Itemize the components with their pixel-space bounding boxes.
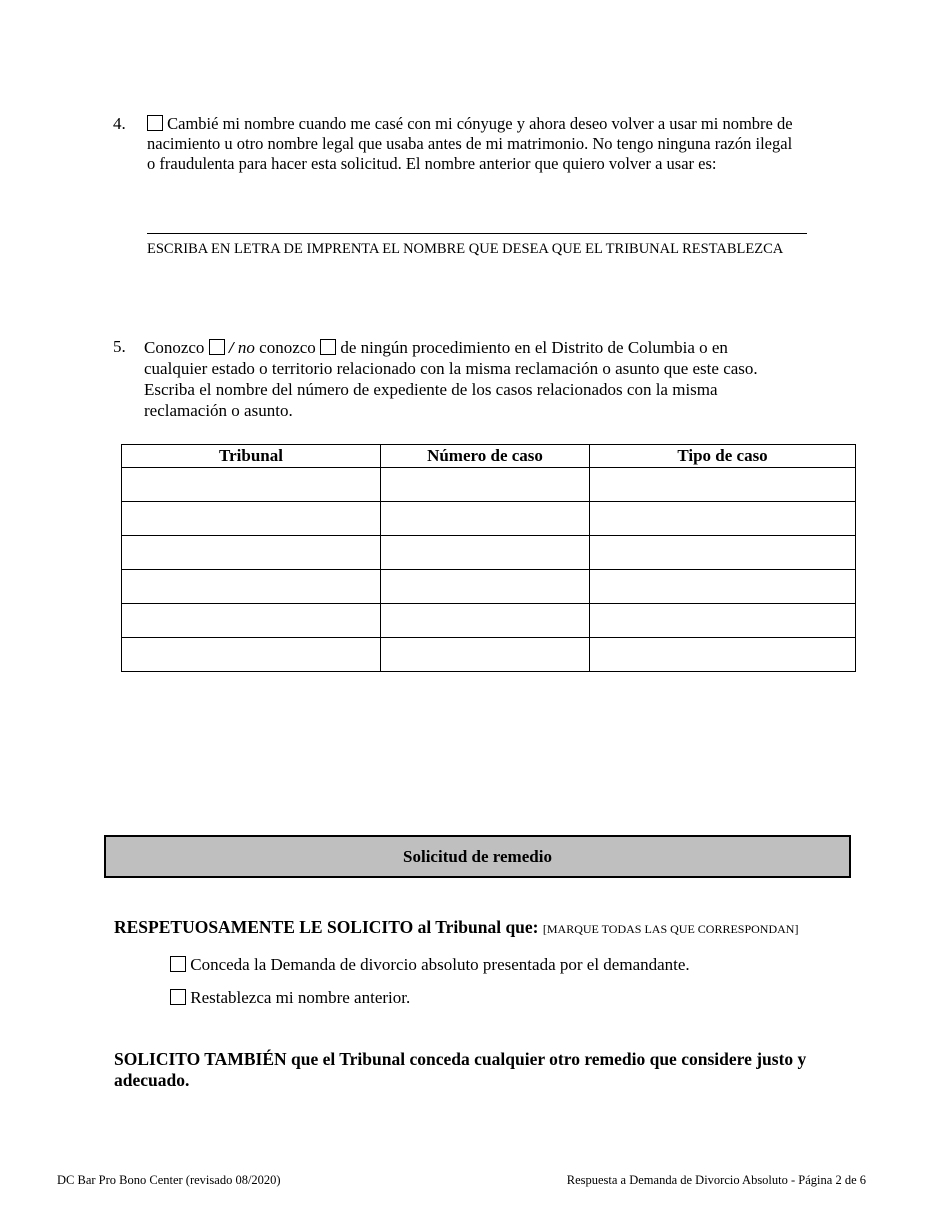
table-row	[122, 604, 856, 638]
former-name-caption: ESCRIBA EN LETRA DE IMPRENTA EL NOMBRE QUE DESEA QUE EL TRIBUNAL RESTABLEZCA	[147, 241, 784, 257]
case-number-cell[interactable]	[381, 468, 590, 502]
former-name-field[interactable]	[147, 233, 807, 234]
header-case-number: Número de caso	[381, 445, 590, 468]
item-5-statement	[144, 337, 784, 421]
case-type-cell[interactable]	[590, 604, 856, 638]
restore-name-checkbox[interactable]	[147, 115, 163, 131]
request-note: [MARQUE TODAS LAS QUE CORRESPONDAN]	[542, 922, 799, 936]
table-row	[122, 536, 856, 570]
no-label: no	[237, 338, 255, 357]
grant-divorce-label: Conceda la Demanda de divorcio absoluto presentada por el demandante.	[190, 955, 690, 974]
case-type-cell[interactable]	[590, 570, 856, 604]
case-type-cell[interactable]	[590, 468, 856, 502]
know-label: Conozco	[144, 338, 205, 357]
header-case-type: Tipo de caso	[590, 445, 856, 468]
court-cell[interactable]	[122, 570, 381, 604]
table-row	[122, 468, 856, 502]
court-cell[interactable]	[122, 536, 381, 570]
case-number-cell[interactable]	[381, 570, 590, 604]
case-number-cell[interactable]	[381, 502, 590, 536]
case-number-cell[interactable]	[381, 638, 590, 672]
restore-former-name-label: Restablezca mi nombre anterior.	[190, 988, 411, 1007]
remedy-title: Solicitud de remedio	[403, 846, 552, 866]
option-grant-divorce	[170, 955, 690, 975]
table-row	[122, 502, 856, 536]
also-request-statement: SOLICITO TAMBIÉN que el Tribunal conceda cualquier otro remedio que considere justo y adecuado.	[114, 1049, 807, 1090]
court-cell[interactable]	[122, 604, 381, 638]
option-restore-name	[170, 988, 410, 1008]
table-header-row	[122, 445, 856, 468]
table-row	[122, 638, 856, 672]
court-cell[interactable]	[122, 638, 381, 672]
court-cell[interactable]	[122, 468, 381, 502]
restore-former-name-checkbox[interactable]	[170, 989, 186, 1005]
case-number-cell[interactable]	[381, 536, 590, 570]
related-cases-table	[121, 444, 856, 672]
dont-know-checkbox[interactable]	[320, 339, 336, 355]
know2-label: conozco	[259, 338, 316, 357]
header-court: Tribunal	[122, 445, 381, 468]
case-type-cell[interactable]	[590, 638, 856, 672]
item-5-text: de ningún procedimiento en el Distrito de Columbia o en cualquier estado o territorio relacionado con la misma reclamación o asunto que este caso. Escriba el nombre del número de expediente de los casos relacionados con la misma reclamación o asunto.	[144, 338, 758, 420]
case-type-cell[interactable]	[590, 536, 856, 570]
case-number-cell[interactable]	[381, 604, 590, 638]
grant-divorce-checkbox[interactable]	[170, 956, 186, 972]
know-checkbox[interactable]	[209, 339, 225, 355]
court-cell[interactable]	[122, 502, 381, 536]
request-statement	[114, 917, 798, 938]
table-row	[122, 570, 856, 604]
slash-separator: /	[228, 338, 234, 357]
case-type-cell[interactable]	[590, 502, 856, 536]
item-4-text: Cambié mi nombre cuando me casé con mi cónyuge y ahora deseo volver a usar mi nombre de nacimiento u otro nombre legal que usaba antes de mi matrimonio. No tengo ninguna razón ilegal o fraudulenta para hacer esta solicitud. El nombre anterior que quiero volver a usar es:	[147, 114, 793, 173]
item-4-statement	[147, 114, 797, 174]
remedy-section-header	[104, 835, 851, 878]
item-4-number: 4.	[113, 114, 126, 133]
footer-right: Respuesta a Demanda de Divorcio Absoluto - Página 2 de 6	[566, 1173, 866, 1187]
footer-left: DC Bar Pro Bono Center (revisado 08/2020)	[57, 1173, 281, 1187]
item-5-number: 5.	[113, 337, 126, 356]
request-bold: RESPETUOSAMENTE LE SOLICITO al Tribunal que:	[114, 917, 539, 937]
